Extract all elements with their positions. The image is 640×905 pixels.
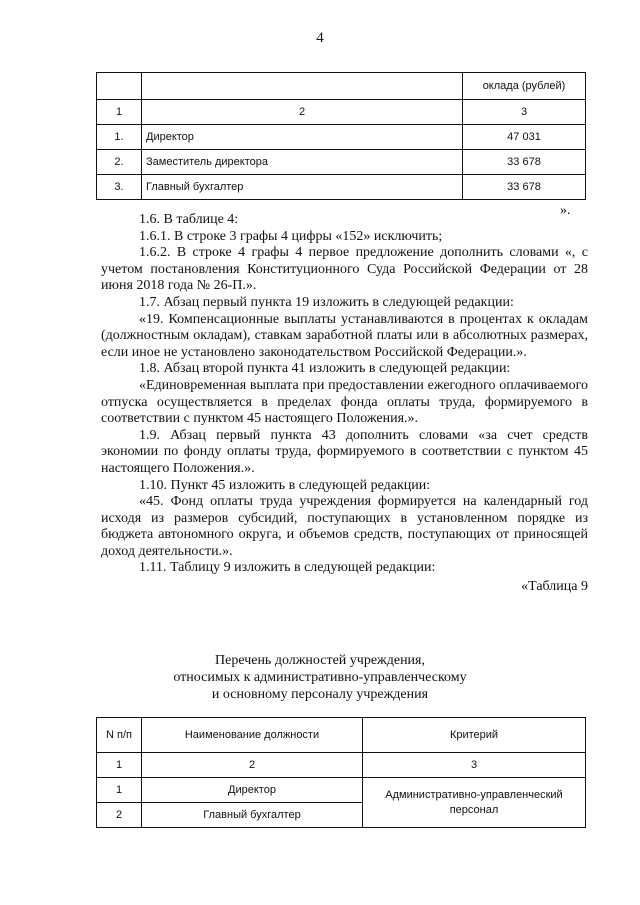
page-number: 4 [316,30,324,46]
row-number: 2. [97,150,142,175]
table-cell [142,73,463,100]
salary-value: 47 031 [463,125,586,150]
table-label: «Таблица 9 [521,579,588,595]
table-closing-quote: ». [560,203,571,218]
column-number-row [97,100,586,125]
paragraph: «19. Компенсационные выплаты устанавливаются в процентах к окладам (должностным окладам), ставкам заработной платы или в абсолютных размерах, если иное не установлено законодательством Российской Федерации.». [101,311,588,360]
column-number: 1 [97,100,142,125]
table-header-row [97,718,586,753]
paragraph: 1.9. Абзац первый пункта 43 дополнить словами «за счет средств экономии по фонду оплаты труда, формируемого в соответствии с пунктом 45 настоящего Положения.». [101,427,588,476]
table-header-row [97,73,586,100]
row-number: 1 [97,778,142,803]
title-line: и основному персоналу учреждения [211,687,429,702]
paragraph: 1.8. Абзац второй пункта 41 изложить в следующей редакции: [139,361,511,377]
title-line: Перечень должностей учреждения, [215,653,425,668]
header-criterion: Критерий [363,718,586,753]
paragraph: 1.11. Таблицу 9 изложить в следующей редакции: [139,560,436,576]
paragraph: «Единовременная выплата при предоставлении ежегодного оплачиваемого отпуска осуществляется в пределах фонда оплаты труда, формируемого в соответствии с пунктом 45 настоящего Положения.». [101,377,588,427]
paragraph: 1.6.2. В строке 4 графы 4 первое предложение дополнить словами «, с учетом постановления Конституционного Суда Российской Федерации от 28 июня 2018 года № 26-П.». [101,245,588,294]
header-position: Наименование должности [142,718,363,753]
row-number: 1. [97,125,142,150]
row-number: 3. [97,175,142,200]
paragraph: 1.6.1. В строке 3 графы 4 цифры «152» исключить; [139,228,443,244]
column-number: 1 [97,753,142,778]
column-number: 3 [463,100,586,125]
table-row [97,150,586,175]
position-name: Главный бухгалтер [142,175,463,200]
position-name: Директор [142,778,363,803]
position-name: Директор [142,125,463,150]
paragraph: 1.10. Пункт 45 изложить в следующей редакции: [139,477,431,493]
salary-value: 33 678 [463,150,586,175]
position-name: Главный бухгалтер [142,803,363,828]
position-name: Заместитель директора [142,150,463,175]
salary-table [96,72,586,200]
paragraph: «45. Фонд оплаты труда учреждения формируется на календарный год исходя из размеров субсидий, поступающих в установленном порядке из бюджета автономного округа, и объемов средств, поступающих от приносящей доход деятельности.». [101,494,588,559]
column-number: 2 [142,100,463,125]
column-number: 3 [363,753,586,778]
paragraph: 1.7. Абзац первый пункта 19 изложить в следующей редакции: [139,294,514,310]
criterion-cell: Административно-управленческий персонал [363,778,586,828]
table-cell [97,73,142,100]
title-line: относимых к административно-управленческому [173,670,467,685]
column-number: 2 [142,753,363,778]
table-row [97,778,586,803]
row-number: 2 [97,803,142,828]
positions-table [96,717,586,828]
table-row [97,175,586,200]
table-header-salary: оклада (рублей) [463,73,586,100]
paragraph: 1.6. В таблице 4: [139,212,239,227]
column-number-row [97,753,586,778]
header-number: N п/п [97,718,142,753]
table-row [97,125,586,150]
amendments-text [101,212,588,596]
salary-value: 33 678 [463,175,586,200]
table-title [0,652,640,703]
